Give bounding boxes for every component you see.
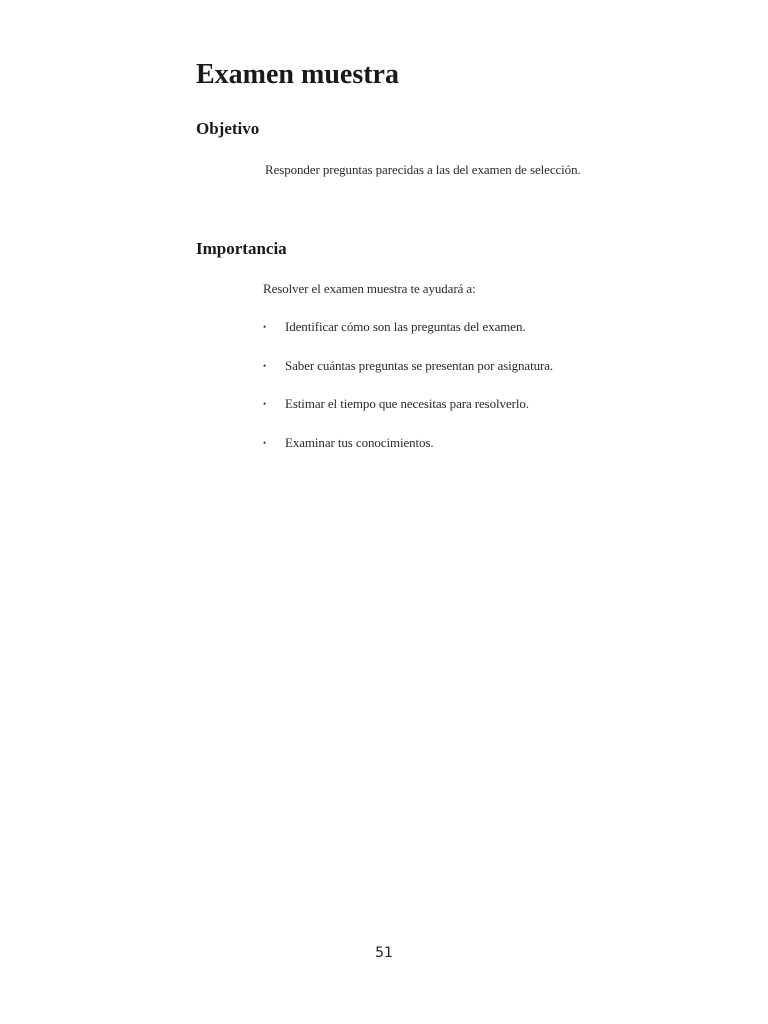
section-heading-importancia: Importancia: [196, 239, 287, 258]
list-item-text: Saber cuántas preguntas se presentan por asignatura.: [285, 357, 554, 373]
section-heading-objetivo: Objetivo: [196, 119, 260, 138]
bullet-icon: •: [263, 322, 267, 332]
importancia-intro: Resolver el examen muestra te ayudará a:: [263, 281, 476, 296]
list-item-text: Estimar el tiempo que necesitas para resolverlo.: [285, 396, 529, 411]
list-item-text: Examinar tus conocimientos.: [285, 434, 434, 450]
objetivo-text: Responder preguntas parecidas a las del examen de selección.: [265, 162, 581, 177]
page-number: 51: [375, 945, 393, 961]
bullet-icon: •: [263, 437, 267, 448]
page-title: Examen muestra: [196, 59, 399, 90]
list-item-text: Identificar cómo son las preguntas del examen.: [285, 319, 526, 334]
bullet-icon: •: [263, 360, 267, 371]
bullet-icon: •: [263, 399, 267, 409]
